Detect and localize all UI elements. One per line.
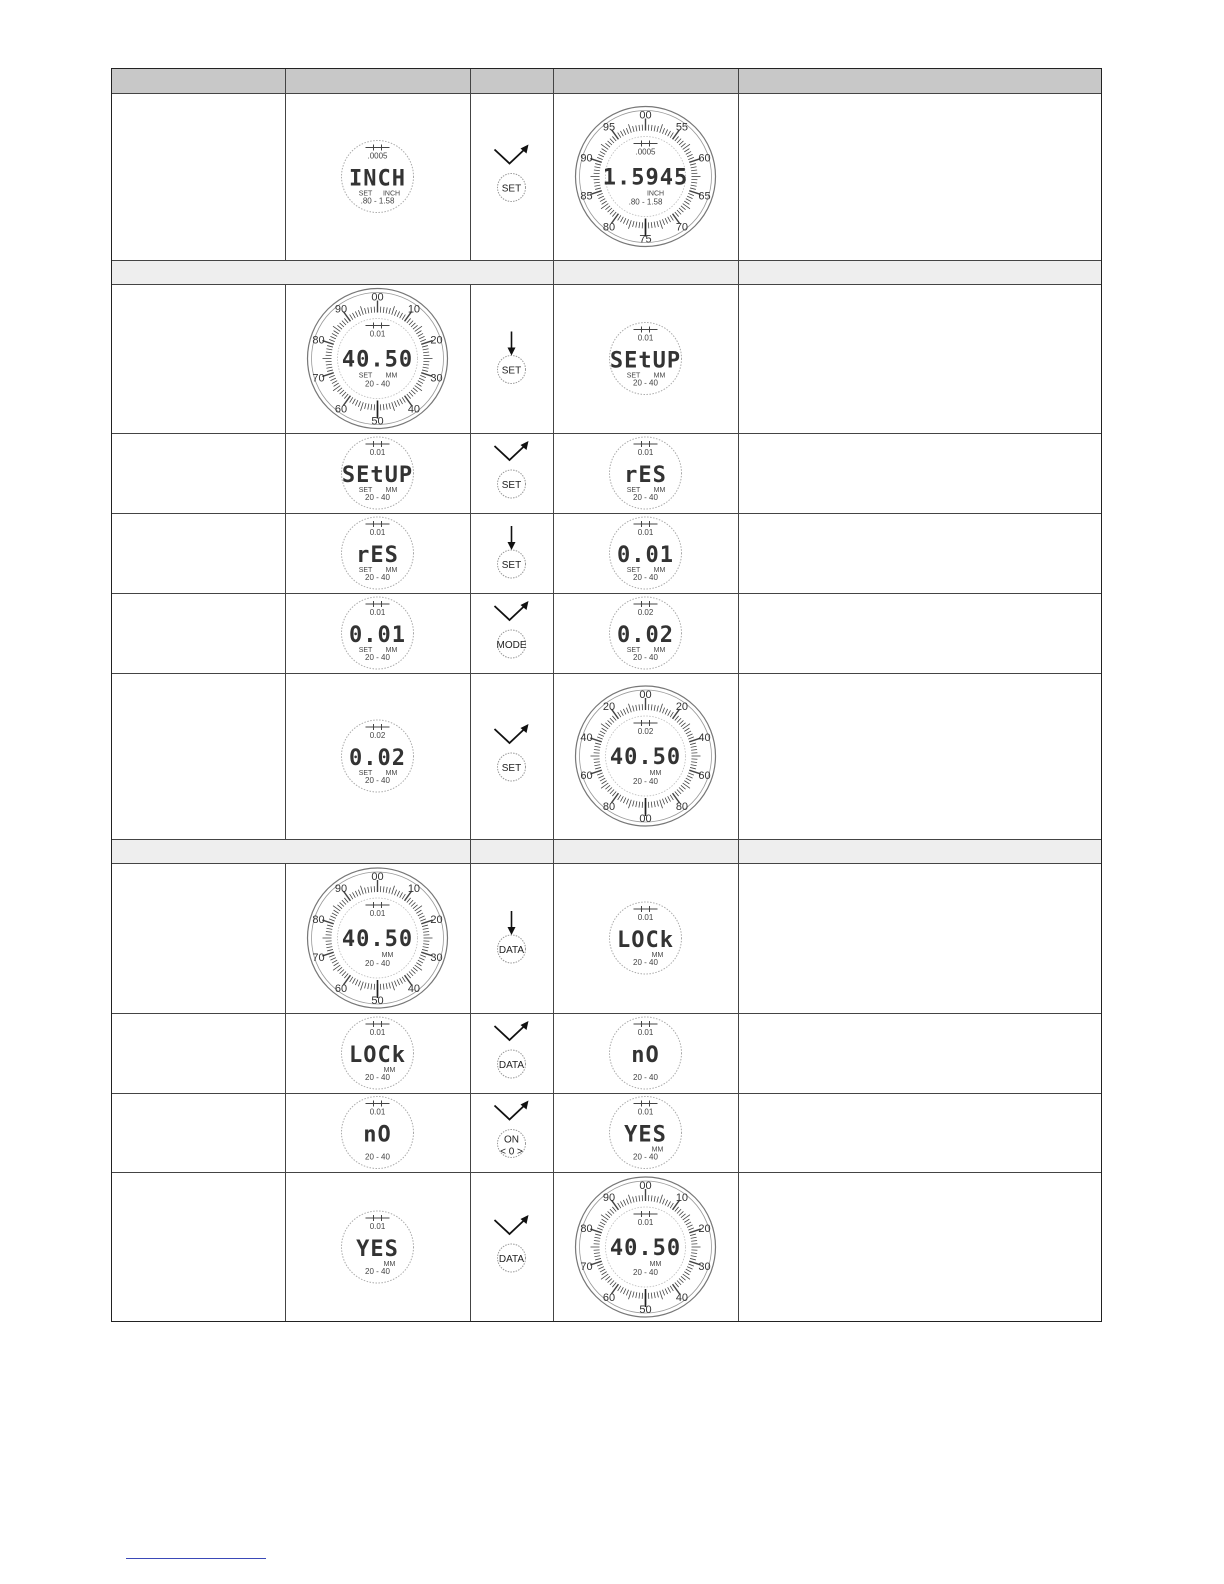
main-readout: 0.01: [349, 623, 406, 648]
dial-scale-label: 10: [407, 303, 421, 316]
dial-scale-label: 50: [371, 995, 384, 1007]
dial-scale-label: 60: [580, 770, 593, 783]
main-readout: nO: [363, 1122, 392, 1148]
dial-scale-label: 80: [580, 1222, 593, 1235]
set-indicator: SET: [358, 372, 373, 380]
dial-scale-label: 50: [371, 415, 384, 428]
unit-indicator: MM: [383, 1261, 396, 1268]
unit-indicator: MM: [651, 952, 664, 959]
unit-indicator: MM: [649, 1261, 662, 1268]
main-readout: LOCk: [349, 1043, 406, 1068]
main-readout: 40.50: [341, 347, 414, 373]
resolution-readout: 0.01: [637, 448, 654, 457]
range-readout: 20 - 40: [633, 573, 658, 582]
main-readout: SEtUP: [341, 463, 414, 488]
dial-scale-label: 50: [639, 1304, 652, 1316]
dial-scale-label: 80: [602, 801, 616, 814]
range-readout: .80 - 1.58: [628, 197, 663, 207]
main-readout: rES: [624, 463, 667, 488]
button-label: SET: [501, 560, 522, 571]
dial-scale-label: 90: [334, 303, 348, 316]
resolution-readout: 0.01: [637, 1028, 654, 1037]
main-readout: 40.50: [609, 1236, 682, 1261]
set-indicator: SET: [358, 770, 373, 777]
dial-scale-label: 10: [675, 1191, 689, 1204]
main-readout: LOCk: [617, 928, 674, 953]
dial-scale-label: 20: [430, 334, 443, 347]
resolution-readout: 0.01: [369, 329, 386, 339]
range-readout: 20 - 40: [633, 653, 658, 662]
resolution-readout: 0.01: [637, 1107, 654, 1117]
resolution-readout: 0.01: [369, 448, 386, 457]
range-readout: 20 - 40: [365, 493, 390, 502]
set-indicator: SET: [358, 567, 373, 574]
unit-indicator: MM: [653, 567, 666, 574]
range-readout: 20 - 40: [633, 1152, 658, 1162]
set-indicator: SET: [626, 647, 641, 654]
button-label: DATA: [498, 1254, 525, 1265]
button-label: SET: [501, 480, 522, 491]
main-readout: 0.01: [617, 543, 674, 568]
dial-scale-label: 30: [430, 372, 443, 385]
unit-indicator: MM: [385, 770, 398, 777]
dial-scale-label: 95: [602, 121, 616, 134]
resolution-readout: 0.01: [369, 909, 386, 918]
dial-scale-label: 20: [430, 913, 443, 926]
button-label: ON: [504, 1134, 519, 1146]
range-readout: 20 - 40: [365, 573, 390, 582]
unit-indicator: INCH: [382, 190, 401, 198]
main-readout: 0.02: [349, 746, 406, 771]
unit-indicator: MM: [383, 1067, 396, 1074]
main-readout: YES: [356, 1237, 399, 1262]
unit-indicator: MM: [385, 567, 398, 574]
main-readout: 1.5945: [602, 165, 689, 191]
button-label: SET: [501, 763, 522, 774]
dial-scale-label: 00: [371, 871, 384, 883]
dial-scale-label: 40: [407, 983, 421, 996]
footnote-rule: [126, 1558, 266, 1559]
dial-scale-label: 60: [698, 770, 711, 783]
range-readout: 20 - 40: [365, 776, 390, 785]
resolution-readout: 0.01: [369, 1222, 386, 1231]
range-readout: 20 - 40: [633, 493, 658, 502]
dial-scale-label: 80: [675, 801, 689, 814]
dial-scale-label: 90: [580, 152, 593, 165]
unit-indicator: MM: [649, 770, 662, 777]
resolution-readout: .0005: [635, 147, 656, 157]
range-readout: 20 - 40: [633, 777, 658, 786]
unit-indicator: MM: [651, 1146, 664, 1154]
unit-indicator: MM: [385, 487, 398, 494]
main-readout: rES: [356, 543, 399, 568]
resolution-readout: 0.01: [637, 1218, 654, 1227]
dial-scale-label: 70: [580, 1261, 593, 1274]
main-readout: 0.02: [617, 623, 674, 648]
range-readout: 20 - 40: [365, 653, 390, 662]
unit-indicator: MM: [653, 372, 666, 380]
range-readout: 20 - 40: [633, 378, 658, 388]
dial-scale-label: 00: [371, 291, 384, 304]
range-readout: .80 - 1.58: [360, 196, 395, 206]
dial-scale-label: 60: [334, 983, 348, 996]
resolution-readout: 0.02: [637, 727, 654, 736]
dial-scale-label: 20: [698, 1222, 711, 1235]
range-readout: 20 - 40: [633, 1268, 658, 1277]
main-readout: nO: [631, 1043, 660, 1068]
unit-indicator: MM: [653, 647, 666, 654]
range-readout: 20 - 40: [365, 959, 390, 968]
dial-scale-label: 80: [312, 913, 325, 926]
dial-scale-label: 65: [698, 190, 711, 203]
dial-scale-label: 30: [698, 1261, 711, 1274]
resolution-readout: 0.01: [637, 913, 654, 922]
dial-scale-label: 70: [312, 372, 325, 385]
dial-scale-label: 55: [675, 121, 689, 134]
main-readout: SEtUP: [609, 348, 682, 374]
dial-scale-label: 60: [334, 403, 348, 416]
unit-indicator: INCH: [646, 190, 665, 198]
dial-scale-label: 60: [602, 1292, 616, 1305]
set-indicator: SET: [358, 190, 373, 198]
range-readout: 20 - 40: [633, 958, 658, 967]
dial-scale-label: 80: [312, 334, 325, 347]
button-label: < 0 >: [500, 1146, 523, 1158]
dial-scale-label: 75: [639, 233, 652, 246]
main-readout: YES: [624, 1122, 667, 1148]
dial-scale-label: 00: [639, 689, 652, 701]
resolution-readout: 0.01: [369, 608, 386, 617]
procedure-table: [111, 68, 1102, 1322]
range-readout: 20 - 40: [365, 1152, 390, 1162]
table-border: [111, 68, 1102, 1322]
set-indicator: SET: [358, 647, 373, 654]
dial-scale-label: 00: [639, 1180, 652, 1192]
dial-scale-label: 00: [639, 813, 652, 825]
range-readout: 20 - 40: [365, 379, 390, 389]
resolution-readout: 0.01: [369, 1107, 386, 1117]
main-readout: INCH: [349, 166, 406, 192]
unit-indicator: MM: [385, 647, 398, 654]
resolution-readout: .0005: [367, 151, 388, 161]
dial-scale-label: 90: [334, 882, 348, 895]
main-readout: 40.50: [341, 927, 414, 952]
dial-scale-label: 40: [407, 403, 421, 416]
dial-scale-label: 10: [407, 882, 421, 895]
range-readout: 20 - 40: [365, 1267, 390, 1276]
resolution-readout: 0.01: [637, 528, 654, 537]
set-indicator: SET: [358, 487, 373, 494]
dial-scale-label: 70: [312, 952, 325, 965]
dial-scale-label: 30: [430, 952, 443, 965]
resolution-readout: 0.02: [369, 731, 386, 740]
dial-scale-label: 40: [675, 1292, 689, 1305]
dial-scale-label: 00: [639, 109, 652, 122]
dial-scale-label: 40: [698, 731, 711, 744]
dial-scale-label: 20: [602, 700, 616, 713]
dial-scale-label: 70: [675, 221, 689, 234]
unit-indicator: MM: [381, 952, 394, 959]
resolution-readout: 0.01: [369, 1028, 386, 1037]
main-readout: 40.50: [609, 745, 682, 770]
dial-scale-label: 20: [675, 700, 689, 713]
button-label: DATA: [498, 1060, 525, 1071]
range-readout: 20 - 40: [365, 1073, 390, 1082]
dial-scale-label: 80: [602, 221, 616, 234]
button-label: SET: [501, 183, 522, 195]
resolution-readout: 0.01: [637, 333, 654, 343]
unit-indicator: MM: [385, 372, 398, 380]
resolution-readout: 0.02: [637, 608, 654, 617]
dial-scale-label: 85: [580, 190, 593, 203]
button-label: SET: [501, 365, 522, 377]
button-label: DATA: [498, 945, 525, 956]
set-indicator: SET: [626, 567, 641, 574]
unit-indicator: MM: [653, 487, 666, 494]
dial-scale-label: 90: [602, 1191, 616, 1204]
set-indicator: SET: [626, 487, 641, 494]
dial-scale-label: 40: [580, 731, 593, 744]
button-label: MODE: [496, 640, 527, 651]
set-indicator: SET: [626, 372, 641, 380]
range-readout: 20 - 40: [633, 1073, 658, 1082]
resolution-readout: 0.01: [369, 528, 386, 537]
dial-scale-label: 60: [698, 152, 711, 165]
